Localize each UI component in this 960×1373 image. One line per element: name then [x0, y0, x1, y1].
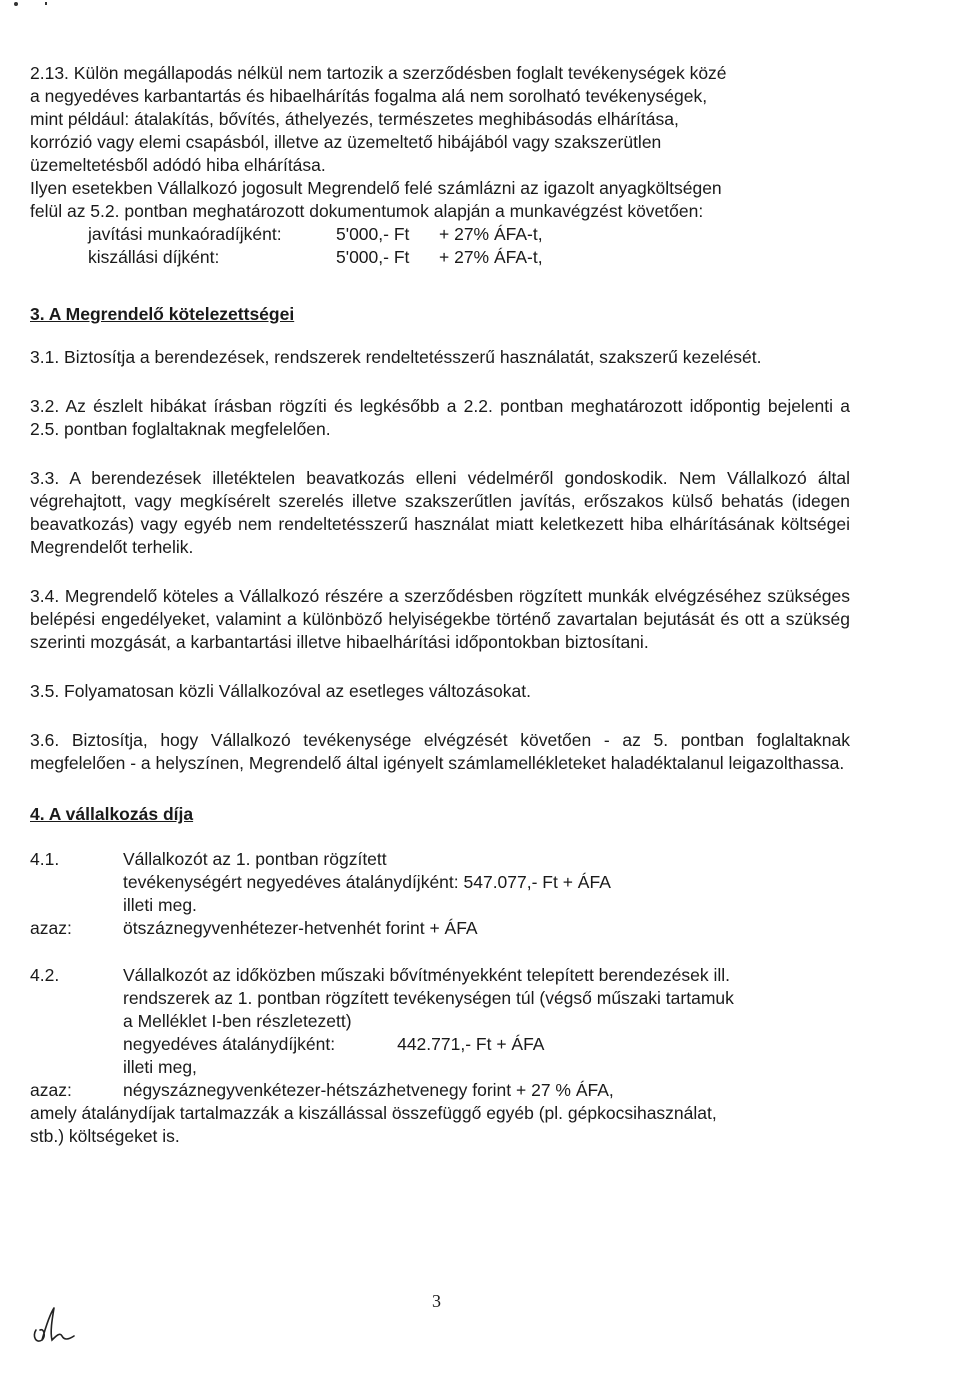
paragraph-line: mint például: átalakítás, bővítés, áthelyezés, természetes meghibásodás elhárítása, [30, 109, 679, 129]
paragraph-number: 4.2. [30, 965, 60, 985]
azaz-label: azaz: [30, 1080, 72, 1100]
paragraph-line: Vállalkozót az 1. pontban rögzített [123, 849, 387, 869]
azaz-label: azaz: [30, 918, 72, 938]
paragraph-number: 4.1. [30, 849, 60, 869]
rate-row-travel [30, 246, 850, 269]
rate-label: kiszállási díjként: [88, 247, 220, 267]
closing-line: amely átalánydíjak tartalmazzák a kiszállással összefüggő egyéb (pl. gépkocsihasználat, [30, 1103, 717, 1123]
rate-amount: 5'000,- Ft [336, 247, 410, 267]
rate-vat: + 27% ÁFA-t, [439, 224, 543, 244]
paragraph-line: tevékenységért negyedéves átalánydíjként: 547.077,- Ft + ÁFA [123, 872, 611, 892]
paragraph-4-1 [30, 848, 850, 917]
rate-row-repair [30, 223, 850, 246]
paragraph-line: Vállalkozót az időközben műszaki bővítményekként telepített berendezések ill. [123, 965, 730, 985]
paragraph-line: rendszerek az 1. pontban rögzített tevékenységen túl (végső műszaki tartamuk [123, 988, 734, 1008]
fee-label: negyedéves átalánydíjként: [123, 1034, 336, 1054]
paragraph-3-3: 3.3. A berendezések illetéktelen beavatkozás elleni védelméről gondoskodik. Nem Vállalkozó által végrehajtott, vagy megkísérelt szerelés illetve szakszerűtlen javítás, erőszakos külső behatás (idegen beavatkozás) vagy egyéb nem rendeltetésszerű használat miatt keletkezett hiba elhárításának költségei Megrendelőt terhelik. [30, 468, 850, 557]
document-page [30, 62, 850, 1148]
scan-mark-top [14, 2, 18, 6]
paragraph-3-2: 3.2. Az észlelt hibákat írásban rögzíti és legkésőbb a 2.2. pontban meghatározott időpontig bejelenti a 2.5. pontban foglaltaknak megfelelően. [30, 396, 850, 439]
paragraph-4-2-azaz [30, 1079, 850, 1102]
rate-vat: + 27% ÁFA-t, [439, 247, 543, 267]
scan-mark-top-small [45, 2, 47, 5]
paragraph-2-13 [30, 62, 850, 269]
paragraph-line: illeti meg. [123, 895, 197, 915]
signature-initials [30, 1306, 82, 1348]
rate-label: javítási munkaóradíjként: [88, 224, 282, 244]
paragraph-line: illeti meg, [123, 1057, 197, 1077]
paragraph-3-4: 3.4. Megrendelő köteles a Vállalkozó részére a szerződésben rögzített munkák elvégzéséhez szükséges belépési engedélyeket, valamint a különböző helyiségekbe történő zavartalan bejutását és ott a szükség szerinti mozgását, a karbantartási illetve hibaelhárítási időpontokban biztosítani. [30, 586, 850, 652]
section-4-heading: 4. A vállalkozás díja [30, 804, 194, 824]
closing-line: stb.) költségeket is. [30, 1126, 180, 1146]
paragraph-3-5: 3.5. Folyamatosan közli Vállalkozóval az esetleges változásokat. [30, 681, 531, 701]
rate-amount: 5'000,- Ft [336, 224, 410, 244]
amount-in-words: négyszáznegyvenkétezer-hétszázhetvenegy forint + 27 % ÁFA, [123, 1080, 614, 1100]
page-number: 3 [432, 1291, 441, 1311]
paragraph-3-6: 3.6. Biztosítja, hogy Vállalkozó tevékenysége elvégzését követően - az 5. pontban foglaltaknak megfelelően - a helyszínen, Megrendelő által igényelt számlamellékleteket haladéktalanul leigazolthassa. [30, 730, 850, 773]
paragraph-4-2 [30, 964, 850, 1079]
fee-line [123, 1033, 850, 1056]
paragraph-line: korrózió vagy elemi csapásból, illetve az üzemeltető hibájából vagy szakszerütlen [30, 132, 662, 152]
paragraph-line: üzemeltetésből adódó hiba elhárítása. [30, 155, 326, 175]
paragraph-line: 2.13. Külön megállapodás nélkül nem tartozik a szerződésben foglalt tevékenységek közé [30, 63, 727, 83]
paragraph-line: a negyedéves karbantartás és hibaelhárítás fogalma alá nem sorolható tevékenységek, [30, 86, 708, 106]
amount-in-words: ötszáznegyvenhétezer-hetvenhét forint + ÁFA [123, 918, 478, 938]
paragraph-line: felül az 5.2. pontban meghatározott dokumentumok alapján a munkavégzést követően: [30, 201, 704, 221]
fee-value: 442.771,- Ft + ÁFA [397, 1034, 545, 1054]
paragraph-line: Ilyen esetekben Vállalkozó jogosult Megrendelő felé számlázni az igazolt anyagköltségen [30, 178, 722, 198]
paragraph-4-1-azaz [30, 917, 850, 940]
section-3-heading: 3. A Megrendelő kötelezettségei [30, 304, 295, 324]
paragraph-line: a Melléklet I-ben részletezett) [123, 1011, 352, 1031]
paragraph-3-1: 3.1. Biztosítja a berendezések, rendszerek rendeltetésszerű használatát, szakszerű kezelését. [30, 347, 762, 367]
